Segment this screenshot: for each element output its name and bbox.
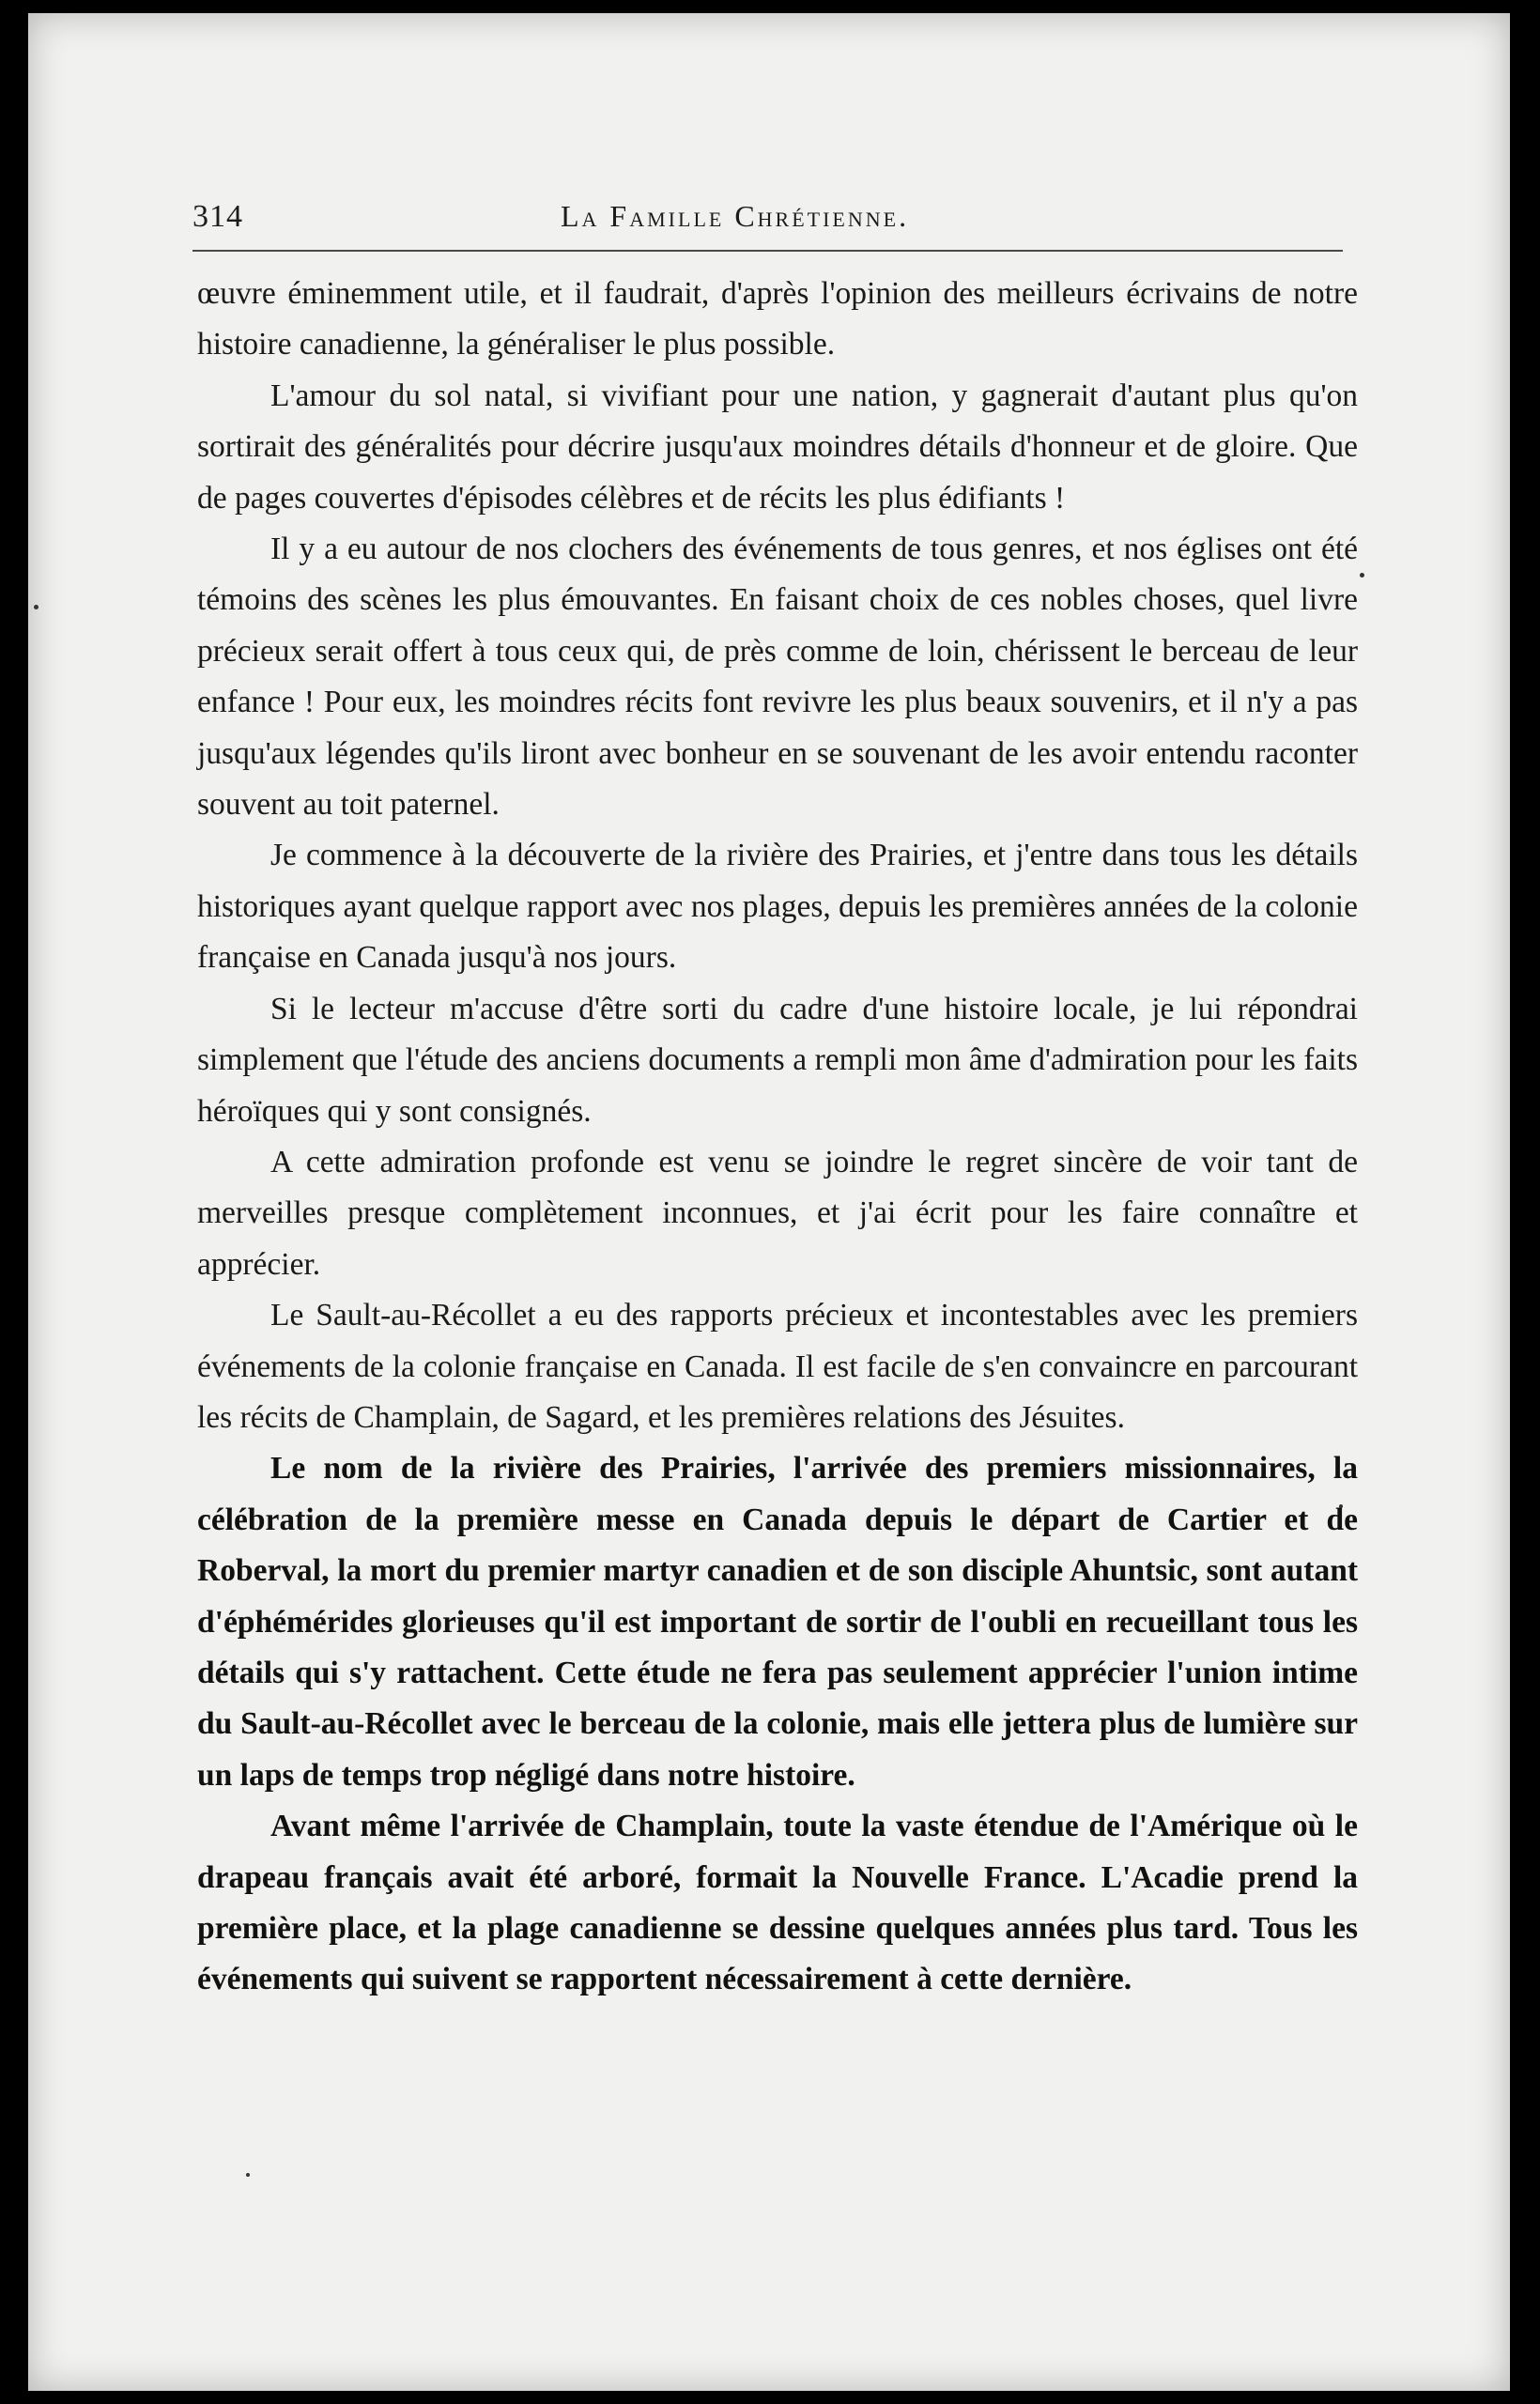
paragraph-6: A cette admiration profonde est venu se joindre le regret sincère de voir tant de merveilles presque complètement inconnues, et j'ai écrit pour les faire connaître et apprécier. bbox=[197, 1144, 1358, 1282]
running-title: La Famille Chrétienne. bbox=[561, 199, 910, 233]
paragraph-2: L'amour du sol natal, si vivifiant pour une nation, y gagnerait d'autant plus qu'on sortirait des généralités pour décrire jusqu'aux moindres détails d'honneur et de gloire. Que de pages couvertes d'épisodes célèbres et de récits les plus édifiants ! bbox=[197, 378, 1358, 516]
paragraph-5: Si le lecteur m'accuse d'être sorti du cadre d'une histoire locale, je lui répondrai simplement que l'étude des anciens documents a rempli mon âme d'admiration pour les faits héroïques qui y sont consignés. bbox=[197, 991, 1358, 1129]
ink-speck bbox=[1360, 573, 1364, 578]
ink-speck bbox=[34, 605, 38, 609]
ink-speck bbox=[246, 2173, 250, 2177]
paragraph-9: Avant même l'arrivée de Champlain, toute la vaste étendue de l'Amérique où le drapeau français avait été arboré, formait la Nouvelle France. L'Acadie prend la première place, et la plage canadienne se dessine quelques années plus tard. Tous les événements qui suivent se rapportent nécessairement à cette dernière. bbox=[197, 1809, 1358, 1997]
page-header bbox=[192, 199, 1357, 242]
paragraph-7: Le Sault-au-Récollet a eu des rapports précieux et incontestables avec les premiers événements de la colonie française en Canada. Il est facile de s'en convaincre en parcourant les récits de Champlain, de Sagard, et les premières relations des Jésuites. bbox=[197, 1298, 1358, 1435]
paragraph-1: œuvre éminemment utile, et il faudrait, d'après l'opinion des meilleurs écrivains de notre histoire canadienne, la généraliser le plus possible. bbox=[197, 276, 1358, 362]
body-text bbox=[197, 269, 1358, 2006]
header-rule bbox=[192, 250, 1343, 252]
paragraph-3: Il y a eu autour de nos clochers des événements de tous genres, et nos églises ont été témoins des scènes les plus émouvantes. En faisant choix de ces nobles choses, quel livre précieux serait offert à tous ceux qui, de près comme de loin, chérissent le berceau de leur enfance ! Pour eux, les moindres récits font revivre les plus beaux souvenirs, et il n'y a pas jusqu'aux légendes qu'ils liront avec bonheur en se souvenant de les avoir entendu raconter souvent au toit paternel. bbox=[197, 532, 1358, 823]
paragraph-8: Le nom de la rivière des Prairies, l'arrivée des premiers missionnaires, la célébration de la première messe en Canada depuis le départ de Cartier et de Roberval, la mort du premier martyr canadien et de son disciple Ahuntsic, sont autant d'éphémérides glorieuses qu'il est important de sortir de l'oubli en recueillant tous les détails qui s'y rattachent. Cette étude ne fera pas seulement apprécier l'union intime du Sault-au-Récollet avec le berceau de la colonie, mais elle jettera plus de lumière sur un laps de temps trop négligé dans notre histoire. bbox=[197, 1451, 1358, 1793]
page-number: 314 bbox=[192, 199, 243, 234]
paragraph-4: Je commence à la découverte de la rivière des Prairies, et j'entre dans tous les détails historiques ayant quelque rapport avec nos plages, depuis les premières années de la colonie française en Canada jusqu'à nos jours. bbox=[197, 838, 1358, 976]
